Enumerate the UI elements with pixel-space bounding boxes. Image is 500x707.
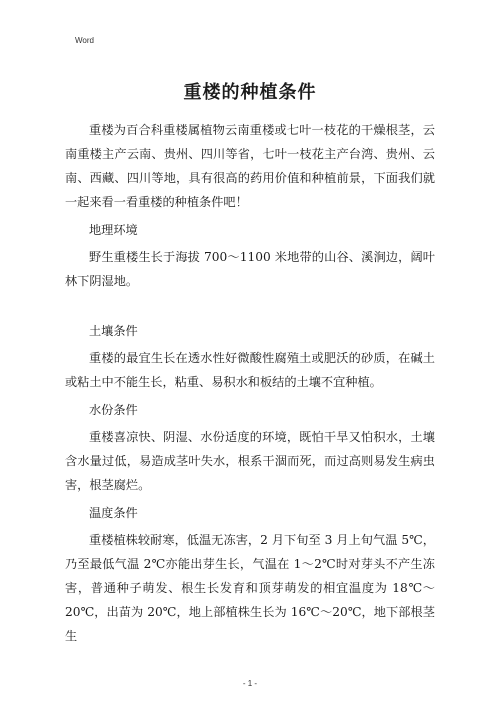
app-label: Word: [75, 36, 94, 45]
section-heading-water: 水份条件: [89, 403, 138, 417]
section-heading-geography: 地理环境: [89, 223, 138, 237]
blank-line: [65, 297, 435, 319]
section-heading-soil: 土壤条件: [89, 324, 138, 338]
temperature-paragraph: 重楼植株较耐寒，低温无冻害，2 月下旬至 3 月上旬气温 5℃，乃至最低气温 2℃亦能出芽生长，气温在 1～2℃时对芽头不产生冻害，普通种子萌发、根生长发育和顶芽萌发的相宜温度为 18℃～20℃，出苗为 20℃，地上部植株生长为 16℃～20℃，地下部根茎生: [65, 533, 435, 643]
section-heading-temperature: 温度条件: [89, 506, 138, 520]
geography-paragraph: 野生重楼生长于海拔 700～1100 米地带的山谷、溪涧边，阔叶林下阴湿地。: [65, 250, 435, 288]
document-body: [65, 118, 435, 652]
water-paragraph: 重楼喜凉快、阴湿、水份适度的环境，既怕干旱又怕积水，土壤含水量过低，易造成茎叶失水，根系干涸而死，而过高则易发生病虫害，根茎腐烂。: [65, 430, 435, 492]
intro-paragraph: 重楼为百合科重楼属植物云南重楼或七叶一枝花的干燥根茎，云南重楼主产云南、贵州、四川等省，七叶一枝花主产台湾、贵州、云南、西藏、四川等地，具有很高的药用价值和种植前景，下面我们就一起来看一看重楼的种植条件吧！: [65, 123, 435, 209]
soil-paragraph: 重楼的最宜生长在透水性好微酸性腐殖土或肥沃的砂质，在碱土或粘土中不能生长，粘重、易积水和板结的土壤不宜种植。: [65, 351, 435, 389]
page-number: - 1 -: [242, 679, 258, 688]
document-title: 重楼的种植条件: [183, 82, 317, 103]
